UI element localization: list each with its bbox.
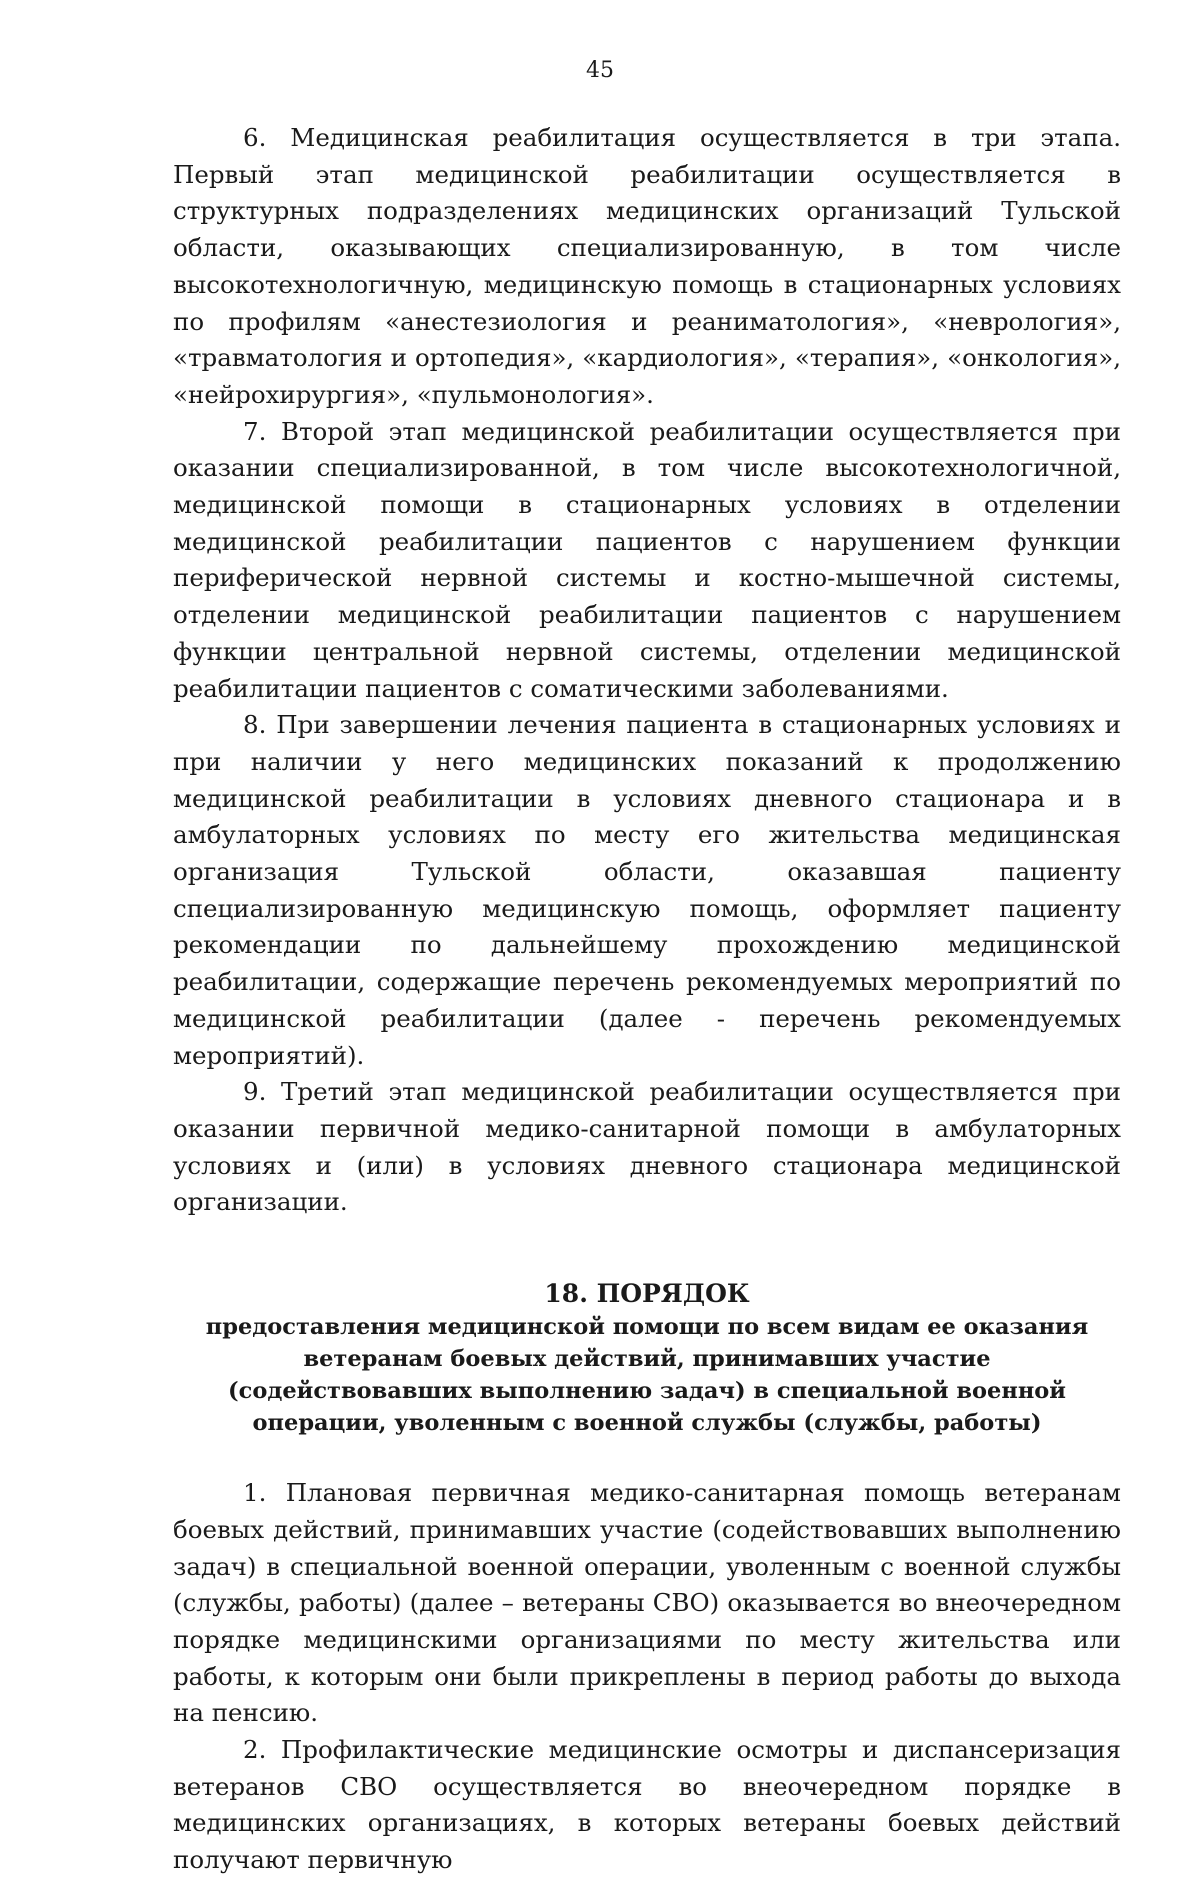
section-title: 18. ПОРЯДОК: [544, 1279, 750, 1309]
paragraph-7: 7. Второй этап медицинской реабилитации осуществляется при оказании специализированной, в том числе высокотехнологичной, медицинской помощи в стационарных условиях в отделении медицинской реабилитации пациентов с нарушением функции периферической нервной системы и костно-мышечной системы, отделении медицинской реабилитации пациентов с нарушением функции центральной нервной системы, отделении медицинской реабилитации пациентов с соматическими заболеваниями.: [173, 416, 1121, 703]
page-number: 45: [586, 58, 614, 83]
paragraph-9: 9. Третий этап медицинской реабилитации осуществляется при оказании первичной медико-санитарной помощи в амбулаторных условиях и (или) в условиях дневного стационара медицинской организации.: [173, 1077, 1121, 1217]
section-subtitle: предоставления медицинской помощи по всем видам ее оказания ветеранам боевых действий, принимавших участие (содействовавших выполнению задач) в специальной военной операции, уволенным с военной службы (службы, работы): [205, 1314, 1089, 1437]
paragraph-8: 8. При завершении лечения пациента в стационарных условиях и при наличии у него медицинских показаний к продолжению медицинской реабилитации в условиях дневного стационара и в амбулаторных условиях по месту его жительства медицинская организация Тульской области, оказавшая пациенту специализированную медицинскую помощь, оформляет пациенту рекомендации по дальнейшему прохождению медицинской реабилитации, содержащие перечень рекомендуемых мероприятий по медицинской реабилитации (далее - перечень рекомендуемых мероприятий).: [173, 710, 1121, 1070]
section-paragraph-2: 2. Профилактические медицинские осмотры и диспансеризация ветеранов СВО осуществляется во внеочередном порядке в медицинских организациях, в которых ветераны боевых действий получают первичную: [173, 1735, 1121, 1875]
section-paragraph-1: 1. Плановая первичная медико-санитарная помощь ветеранам боевых действий, принимавших участие (содействовавших выполнению задач) в специальной военной операции, уволенным с военной службы (службы, работы) (далее – ветераны СВО) оказывается во внеочередном порядке медицинскими организациями по месту жительства или работы, к которым они были прикреплены в период работы до выхода на пенсию.: [173, 1478, 1121, 1728]
section-heading: [173, 1277, 1121, 1439]
paragraph-6: 6. Медицинская реабилитация осуществляется в три этапа. Первый этап медицинской реабилитации осуществляется в структурных подразделениях медицинских организаций Тульской области, оказывающих специализированную, в том числе высокотехнологичную, медицинскую помощь в стационарных условиях по профилям «анестезиология и реаниматология», «неврология», «травматология и ортопедия», «кардиология», «терапия», «онкология», «нейрохирургия», «пульмонология».: [173, 123, 1121, 409]
document-body: [173, 120, 1121, 1879]
